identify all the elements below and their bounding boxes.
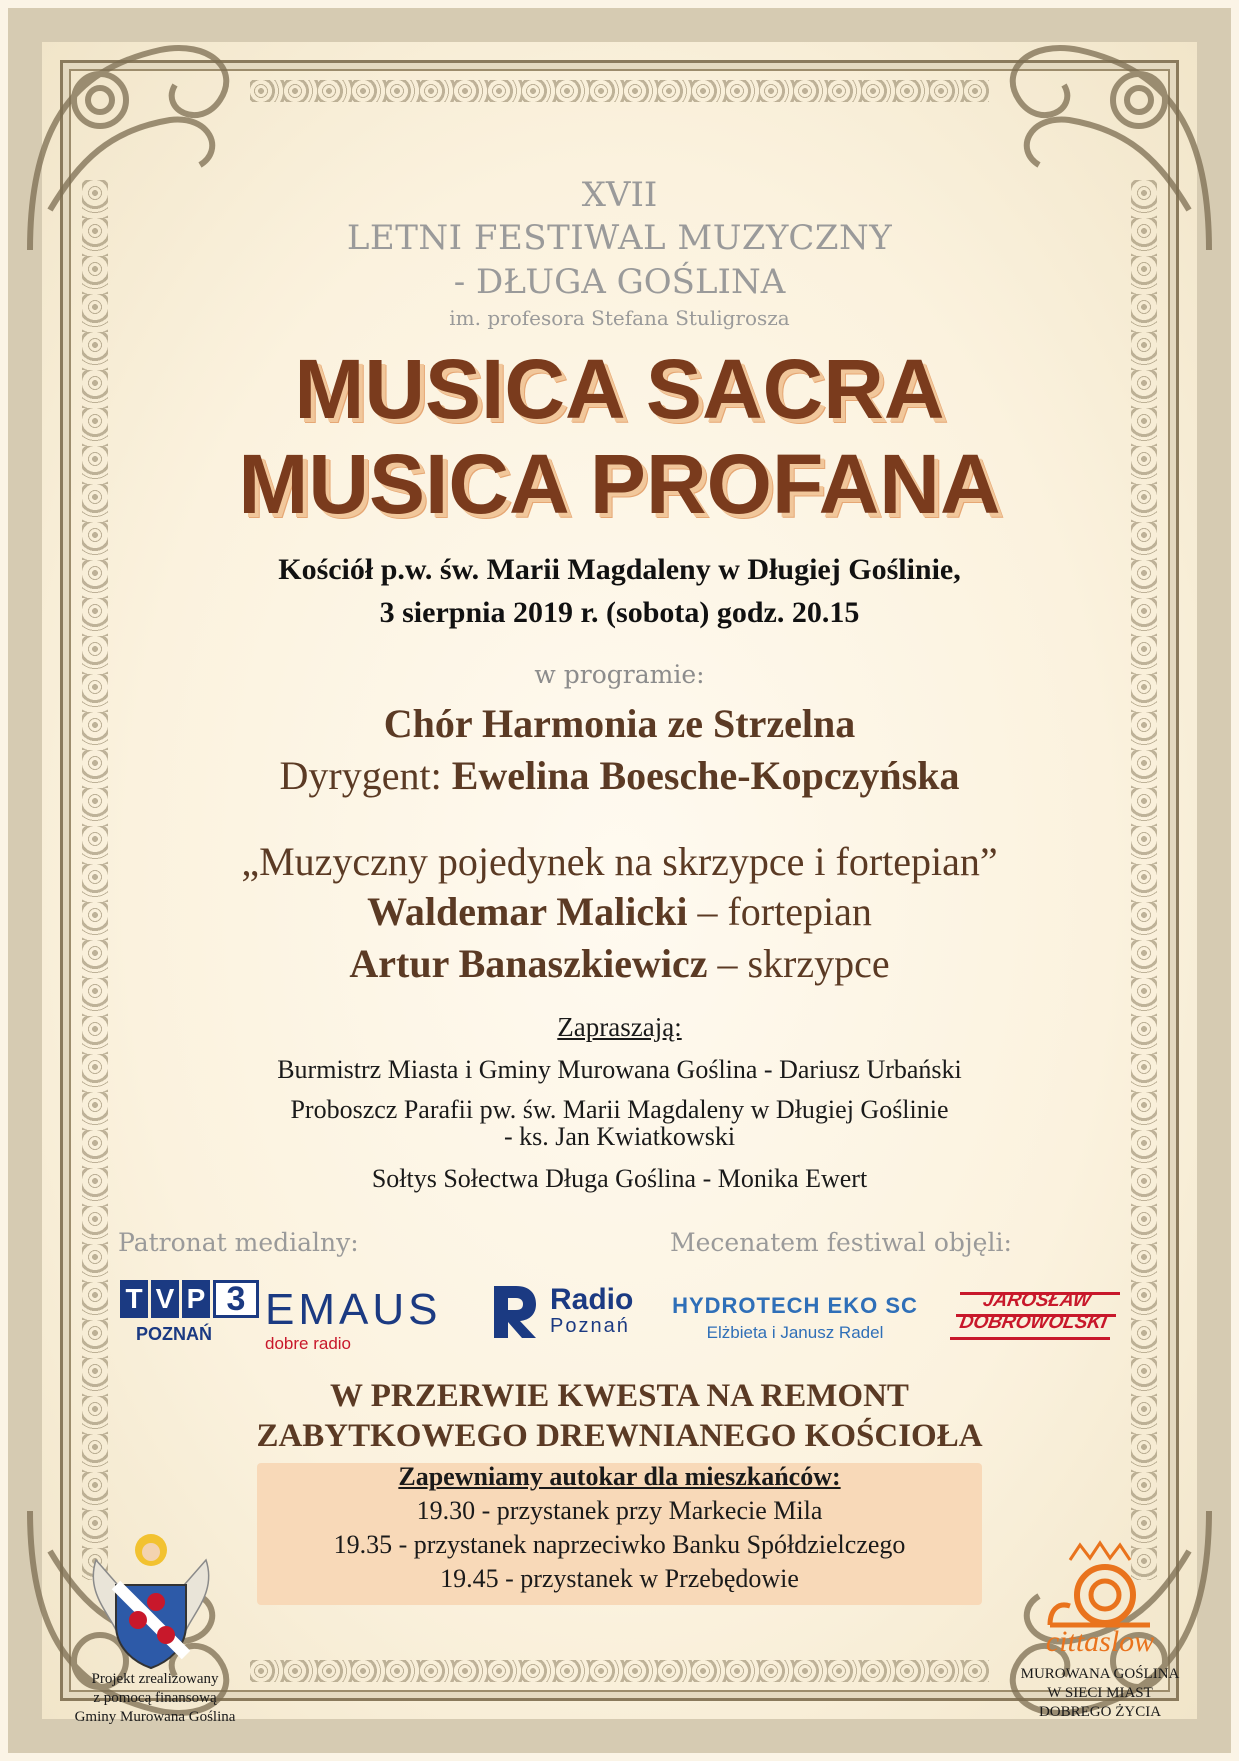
collection-line-2: ZABYTKOWEGO DREWNIANEGO KOŚCIOŁA [256, 1418, 983, 1454]
performer-row [0, 888, 1239, 935]
conductor-label: Dyrygent: [279, 753, 442, 798]
cittaslow-wordmark: cittaslow [1045, 1625, 1155, 1658]
performer-name: Artur Banaszkiewicz [349, 941, 708, 986]
radio-name: Radio [550, 1282, 634, 1316]
bus-stop: 19.30 - przystanek przy Markecie Mila [416, 1496, 823, 1525]
funding-line: z pomocą finansową [93, 1690, 217, 1706]
performer-instrument: – fortepian [697, 889, 872, 934]
radio-r-icon [490, 1282, 540, 1340]
program-label: w programie: [534, 660, 705, 689]
invitation-line: Sołtys Sołectwa Długa Goślina - Monika Ewert [371, 1164, 868, 1193]
sponsor-label: Mecenatem festiwal objęli: [670, 1228, 1012, 1257]
funding-line: Gminy Murowana Goślina [74, 1709, 236, 1725]
tvp-letter: T [120, 1280, 148, 1318]
venue-line: Kościół p.w. św. Marii Magdaleny w Długiej Goślinie, [278, 553, 961, 586]
invitation-line: Proboszcz Parafii pw. św. Marii Magdaleny w Długiej Goślinie [290, 1095, 949, 1124]
city-line: W SIECI MIAST [1047, 1685, 1153, 1701]
choir-name: Chór Harmonia ze Strzelna [383, 701, 856, 746]
emaus-logo [265, 1285, 442, 1354]
performer-name: Waldemar Malicki [367, 889, 688, 934]
funding-line: Projekt zrealizowany [91, 1671, 219, 1687]
performer-instrument: – skrzypce [717, 941, 890, 986]
tvp-region: POZNAŃ [136, 1324, 212, 1344]
title-line-2: MUSICA PROFANA [238, 437, 1001, 531]
bus-stop: 19.45 - przystanek w Przebędowie [440, 1564, 799, 1593]
invitation-line: Burmistrz Miasta i Gminy Murowana Goślina - Dariusz Urbański [277, 1055, 962, 1084]
title-line-1: MUSICA SACRA [294, 342, 945, 436]
emaus-tagline: dobre radio [265, 1334, 352, 1353]
festival-name: LETNI FESTIWAL MUZYCZNY [346, 218, 893, 258]
media-patron-label: Patronat medialny: [118, 1228, 359, 1257]
conductor-name: Ewelina Boesche-Kopczyńska [451, 753, 960, 798]
tvp-letter: V [151, 1280, 179, 1318]
funding-note [40, 1670, 270, 1727]
radio-city: Poznań [550, 1314, 630, 1337]
tvp3-logo [120, 1280, 259, 1345]
festival-edition: XVII [581, 175, 658, 215]
date-time-line: 3 sierpnia 2019 r. (sobota) godz. 20.15 [379, 596, 860, 629]
emaus-name: EMAUS [265, 1285, 442, 1334]
festival-patron: im. profesora Stefana Stuligrosza [449, 306, 790, 330]
bus-heading: Zapewniamy autokar dla mieszkańców: [398, 1462, 841, 1491]
cittaslow-snail-icon [1040, 1540, 1160, 1630]
city-line: MUROWANA GOŚLINA [1020, 1666, 1180, 1682]
conductor-line [0, 752, 1239, 799]
jaroslaw-dobrowolski-logo [950, 1290, 1120, 1342]
duel-title: „Muzyczny pojedynek na skrzypce i fortepian” [241, 839, 998, 884]
radio-poznan-logo [490, 1282, 633, 1340]
hydrotech-owners: Elżbieta i Janusz Radel [706, 1323, 884, 1342]
invitation-heading: Zapraszają: [557, 1012, 682, 1042]
jaroslaw-line1: JAROSŁAW [981, 1290, 1093, 1311]
hydrotech-logo [670, 1293, 920, 1343]
invitation-line: - ks. Jan Kwiatkowski [503, 1122, 736, 1151]
tvp-number: 3 [213, 1280, 259, 1318]
jaroslaw-line2: DOBROWOLSKI [957, 1312, 1109, 1333]
city-line: DOBREGO ŻYCIA [1038, 1704, 1162, 1720]
collection-line-1: W PRZERWIE KWESTA NA REMONT [330, 1378, 909, 1414]
bus-stop: 19.35 - przystanek naprzeciwko Banku Spółdzielczego [333, 1530, 906, 1559]
jaroslaw-dobrowolski-text [946, 1290, 1124, 1334]
tvp-letter: P [182, 1280, 210, 1318]
coat-of-arms-icon [86, 1530, 216, 1670]
city-network-note [1000, 1665, 1200, 1722]
performer-row [0, 940, 1239, 987]
hydrotech-name: HYDROTECH EKO SC [672, 1293, 918, 1318]
festival-location: - DŁUGA GOŚLINA [453, 262, 786, 302]
